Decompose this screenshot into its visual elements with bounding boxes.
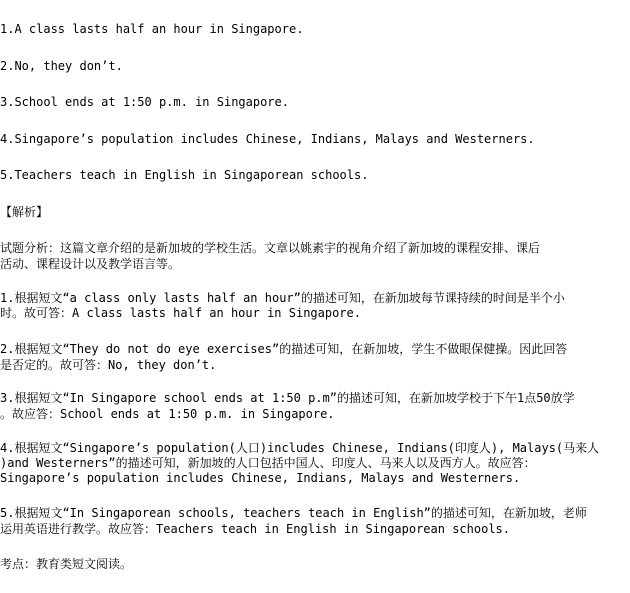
explanation-2-line-2: 是否定的。故可答：No, they don’t. <box>0 358 217 372</box>
explanation-1-line-2: 时。故可答：A class lasts half an hour in Singapore. <box>0 306 361 320</box>
topic-line: 考点：教育类短文阅读。 <box>0 557 133 571</box>
explanation-4-line-3: Singapore’s population includes Chinese, Indians, Malays and Westerners. <box>0 471 521 485</box>
answer-1: 1.A class lasts half an hour in Singapore. <box>0 22 304 36</box>
answer-5: 5.Teachers teach in English in Singaporean schools. <box>0 168 369 182</box>
explanation-1-line-1: 1.根据短文“a class only lasts half an hour”的描述可知，在新加坡每节课持续的时间是半个小 <box>0 291 565 305</box>
explanation-5-line-2: 运用英语进行教学。故应答：Teachers teach in English in Singaporean schools. <box>0 522 511 536</box>
explanation-2-line-1: 2.根据短文“They do not do eye exercises”的描述可知，在新加坡，学生不做眼保健操。因此回答 <box>0 342 568 356</box>
summary-line-1: 试题分析：这篇文章介绍的是新加坡的学校生活。文章以姚素宇的视角介绍了新加坡的课程安排、课后 <box>0 241 541 255</box>
explanation-4-line-2: )and Westerners”的描述可知，新加坡的人口包括中国人、印度人、马来人以及西方人。故应答： <box>0 456 536 470</box>
explanation-3-line-2: 。故应答：School ends at 1:50 p.m. in Singapore. <box>0 407 335 421</box>
analysis-heading: 【解析】 <box>0 205 49 219</box>
answer-4: 4.Singapore’s population includes Chinese, Indians, Malays and Westerners. <box>0 132 535 146</box>
explanation-5-line-1: 5.根据短文“In Singaporean schools, teachers teach in English”的描述可知，在新加坡，老师 <box>0 506 587 520</box>
summary-line-2: 活动、课程设计以及教学语言等。 <box>0 257 181 271</box>
answer-2: 2.No, they don’t. <box>0 59 123 73</box>
answer-3: 3.School ends at 1:50 p.m. in Singapore. <box>0 95 289 109</box>
explanation-3-line-1: 3.根据短文“In Singapore school ends at 1:50 p.m”的描述可知，在新加坡学校于下午1点50放学 <box>0 391 575 405</box>
explanation-4-line-1: 4.根据短文“Singapore’s population(人口)includes Chinese, Indians(印度人), Malays(马来人 <box>0 441 600 455</box>
